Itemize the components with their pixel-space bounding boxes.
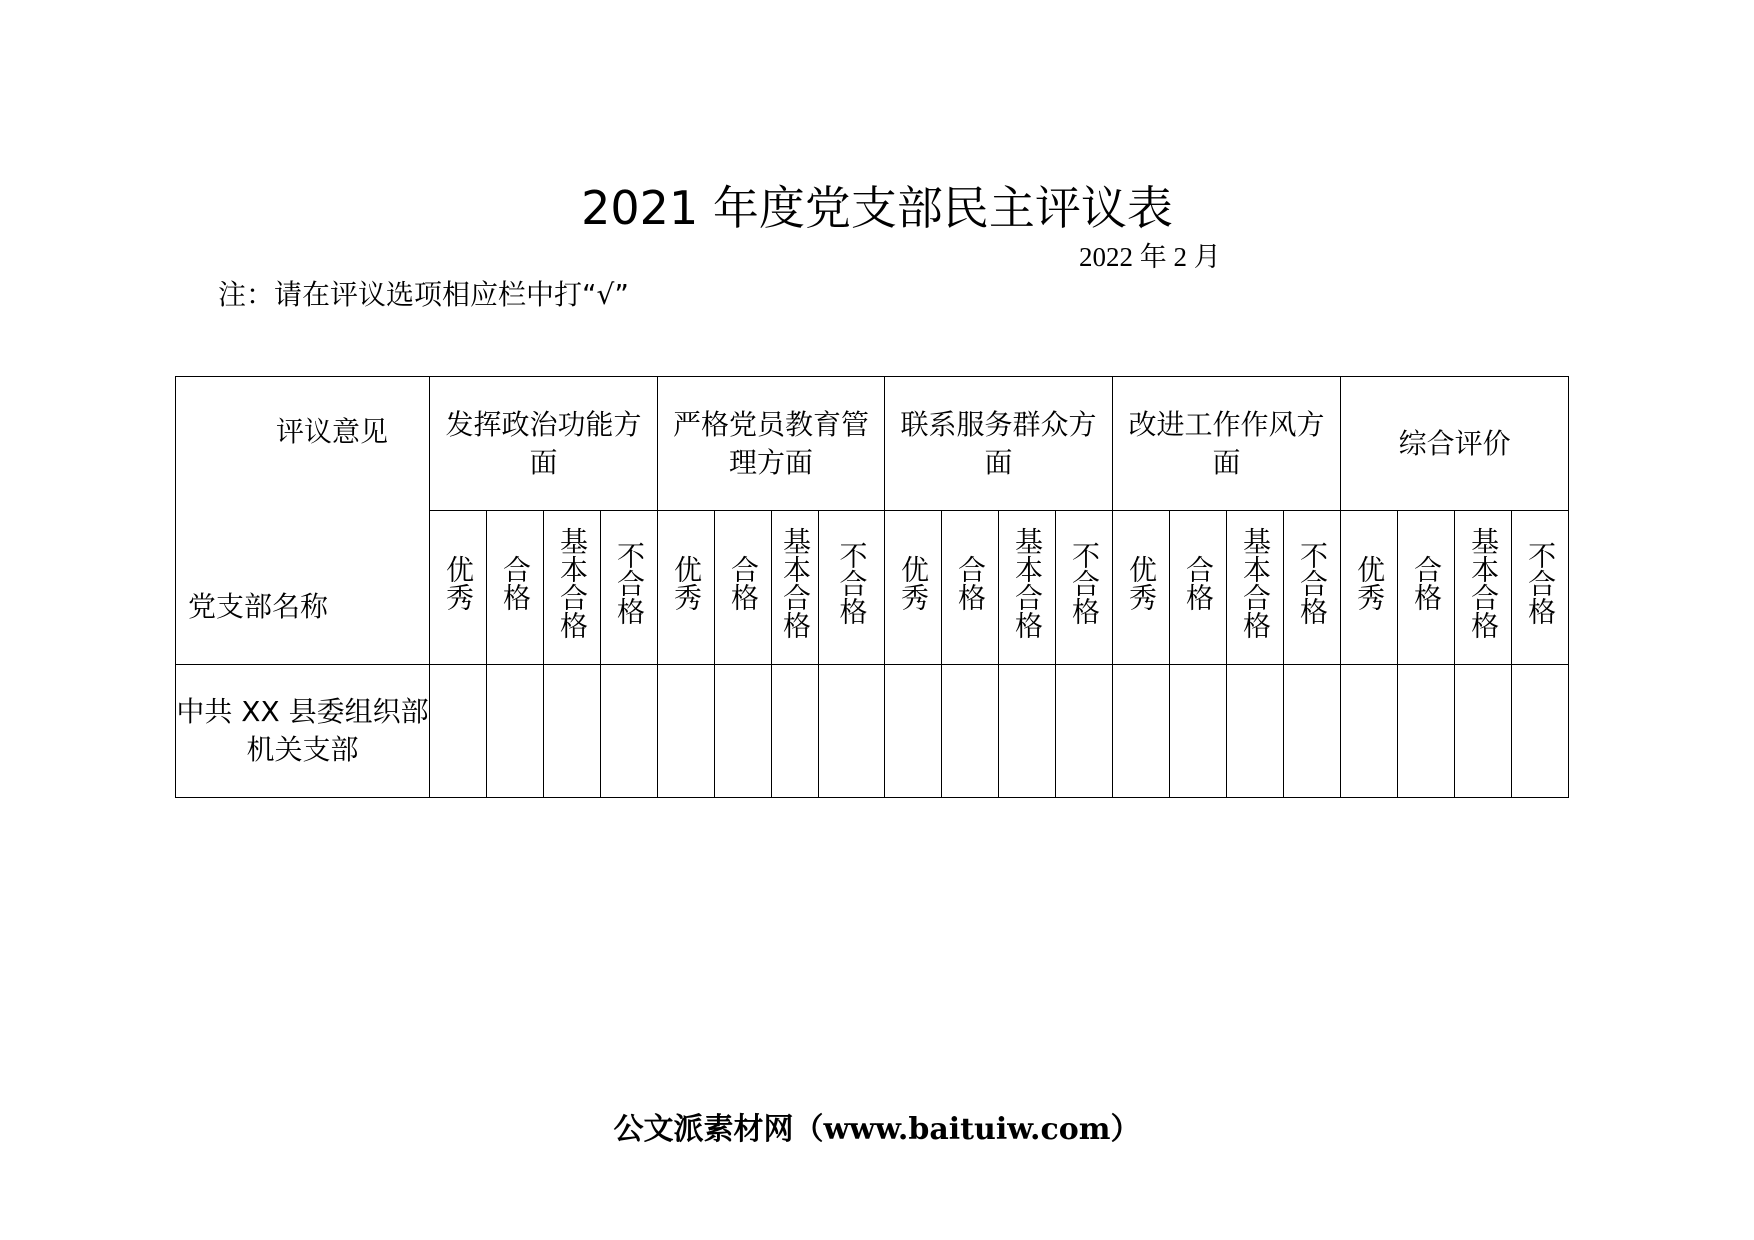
option-basically-qualified: 基本合格: [544, 511, 601, 665]
group-header-education-management: 严格党员教育管理方面: [658, 377, 885, 511]
header-branch-name: 党支部名称: [188, 590, 329, 623]
mark-cell[interactable]: [1170, 665, 1227, 798]
group-header-work-style: 改进工作作风方面: [1113, 377, 1341, 511]
option-unqualified: 不合格: [601, 511, 658, 665]
mark-cell[interactable]: [601, 665, 658, 798]
option-basically-qualified: 基本合格: [1455, 511, 1512, 665]
mark-cell[interactable]: [942, 665, 999, 798]
option-excellent: 优秀: [1341, 511, 1398, 665]
header-evaluation-opinion: 评议意见: [276, 415, 389, 448]
mark-cell[interactable]: [1284, 665, 1341, 798]
mark-cell[interactable]: [999, 665, 1056, 798]
mark-cell[interactable]: [658, 665, 715, 798]
option-basically-qualified: 基本合格: [999, 511, 1056, 665]
option-qualified: 合格: [487, 511, 544, 665]
header-corner-cell: [176, 377, 430, 665]
option-unqualified: 不合格: [1512, 511, 1569, 665]
option-qualified: 合格: [715, 511, 772, 665]
branch-name-cell: 中共 XX 县委组织部机关支部: [176, 665, 430, 798]
group-header-overall: 综合评价: [1341, 377, 1569, 511]
mark-cell[interactable]: [1113, 665, 1170, 798]
mark-cell[interactable]: [430, 665, 487, 798]
mark-cell[interactable]: [1455, 665, 1512, 798]
group-header-political-function: 发挥政治功能方面: [430, 377, 658, 511]
option-unqualified: 不合格: [1056, 511, 1113, 665]
mark-cell[interactable]: [487, 665, 544, 798]
option-unqualified: 不合格: [819, 511, 885, 665]
mark-cell[interactable]: [715, 665, 772, 798]
option-excellent: 优秀: [658, 511, 715, 665]
mark-cell[interactable]: [1341, 665, 1398, 798]
option-qualified: 合格: [1398, 511, 1455, 665]
footer-source: 公文派素材网（www.baituiw.com）: [613, 1112, 1141, 1147]
option-qualified: 合格: [942, 511, 999, 665]
mark-cell[interactable]: [1398, 665, 1455, 798]
option-basically-qualified: 基本合格: [772, 511, 819, 665]
option-excellent: 优秀: [885, 511, 942, 665]
mark-cell[interactable]: [1512, 665, 1569, 798]
mark-cell[interactable]: [819, 665, 885, 798]
option-basically-qualified: 基本合格: [1227, 511, 1284, 665]
option-excellent: 优秀: [430, 511, 487, 665]
option-qualified: 合格: [1170, 511, 1227, 665]
mark-cell[interactable]: [544, 665, 601, 798]
group-header-serve-masses: 联系服务群众方面: [885, 377, 1113, 511]
mark-cell[interactable]: [1056, 665, 1113, 798]
table-row: [176, 665, 1569, 798]
mark-cell[interactable]: [885, 665, 942, 798]
date-line: 2022 年 2 月: [1079, 242, 1221, 272]
mark-cell[interactable]: [772, 665, 819, 798]
option-excellent: 优秀: [1113, 511, 1170, 665]
instruction-note: 注：请在评议选项相应栏中打“√”: [218, 278, 629, 311]
mark-cell[interactable]: [1227, 665, 1284, 798]
evaluation-table: [175, 376, 1569, 798]
option-unqualified: 不合格: [1284, 511, 1341, 665]
page-title: 2021 年度党支部民主评议表: [581, 181, 1173, 235]
